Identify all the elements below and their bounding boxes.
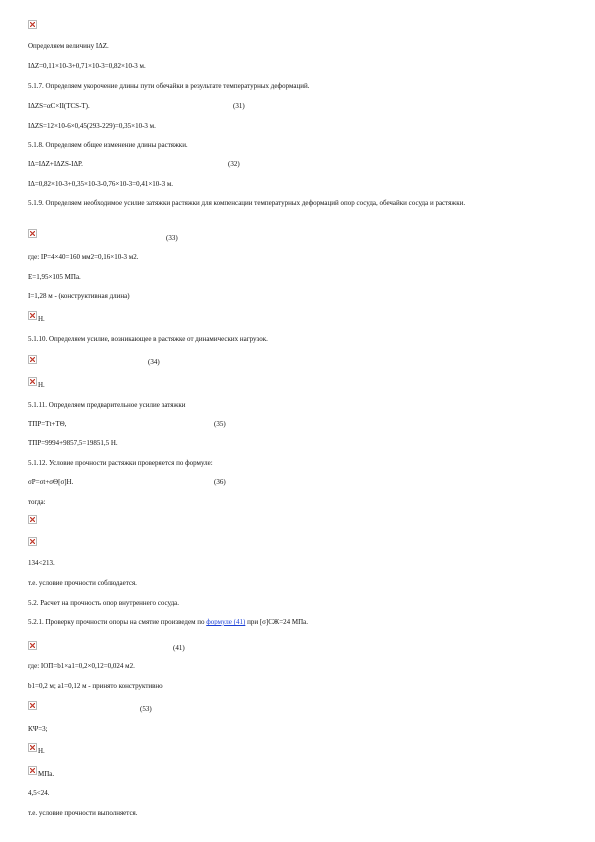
paragraph: Определяем величину ΙΔZ.: [28, 42, 109, 50]
broken-image-icon: [28, 355, 37, 364]
broken-image-icon: [28, 377, 37, 386]
paragraph-text: 5.2.1. Проверку прочности опоры на смятие произведем по: [28, 618, 207, 626]
broken-image-icon: [28, 743, 37, 752]
section-heading: 5.2. Расчет на прочность опор внутреннего сосуда.: [28, 599, 179, 607]
formula-text: ΙΔ=ΙΔZ+ΙΔZS-ΙΔΡ.: [28, 160, 83, 168]
formula-text: ΙΔZ=0,11×10-3+0,71×10-3=0,82×10-3 м.: [28, 62, 146, 70]
unit-label: МПа.: [38, 770, 55, 778]
section-heading: [28, 618, 308, 626]
equation-number: (36): [214, 478, 226, 486]
broken-image-icon: [28, 766, 37, 775]
section-heading: 5.1.8. Определяем общее изменение длины растяжки.: [28, 141, 188, 149]
paragraph: KΨ=3;: [28, 725, 48, 733]
broken-image-icon: [28, 537, 37, 546]
paragraph: E=1,95×105 МПа.: [28, 273, 81, 281]
section-heading: 5.1.7. Определяем укорочение длины пути обечайки в результате температурных деформаций.: [28, 82, 310, 90]
equation-number: (53): [140, 705, 152, 713]
equation-number: (34): [148, 358, 160, 366]
formula-text: ΙΔZS=12×10-6×0,45(293-229)=0,35×10-3 м.: [28, 122, 156, 130]
paragraph: где: ΙP=4×40=160 мм2=0,16×10-3 м2.: [28, 253, 139, 261]
equation-number: (35): [214, 420, 226, 428]
section-heading: 5.1.9. Определяем необходимое усилие затяжки растяжки для компенсации температурных деформаций опор сосуда, обечайки сосуда и растяжки.: [28, 199, 466, 207]
unit-label: Н.: [38, 315, 45, 323]
broken-image-icon: [28, 641, 37, 650]
equation-number: (33): [166, 234, 178, 242]
paragraph: тогда:: [28, 498, 46, 506]
paragraph: b1=0,2 м; a1=0,12 м - принято конструктивно: [28, 682, 163, 690]
paragraph-text: при [σ]СЖ=24 МПа.: [245, 618, 309, 626]
section-heading: 5.1.11. Определяем предварительное усилие затяжки: [28, 401, 186, 409]
equation-number: (31): [233, 102, 245, 110]
unit-label: Н.: [38, 747, 45, 755]
section-heading: 5.1.10. Определяем усилие, возникающее в растяжке от динамических нагрузок.: [28, 335, 268, 343]
broken-image-icon: [28, 515, 37, 524]
formula-text: ΙΔ=0,82×10-3+0,35×10-3-0,76×10-3=0,41×10-3 м.: [28, 180, 174, 188]
formula-text: ΙΔZS=αC×ΙΙ(TCS-T).: [28, 102, 90, 110]
paragraph: где: ΙΟΠ=b1×a1=0,2×0,12=0,024 м2.: [28, 662, 135, 670]
paragraph: т.е. условие прочности соблюдается.: [28, 579, 137, 587]
formula-text: TПР=Tt+TΘ,: [28, 420, 67, 428]
broken-image-icon: [28, 701, 37, 710]
broken-image-icon: [28, 311, 37, 320]
equation-number: (41): [173, 644, 185, 652]
paragraph: 134<213.: [28, 559, 55, 567]
formula-text: TПР=9994+9857,5=19851,5 Н.: [28, 439, 118, 447]
equation-number: (32): [228, 160, 240, 168]
formula-text: σP=σt+σΘ[σ]Н.: [28, 478, 74, 486]
section-heading: 5.1.12. Условие прочности растяжки проверяется по формуле:: [28, 459, 213, 467]
paragraph: т.е. условие прочности выполняется.: [28, 809, 138, 817]
paragraph: Ι=1,28 м - (конструктивная длина): [28, 292, 130, 300]
unit-label: Н.: [38, 381, 45, 389]
broken-image-icon: [28, 229, 37, 238]
broken-image-icon: [28, 20, 37, 29]
paragraph: 4,5<24.: [28, 789, 50, 797]
formula-link[interactable]: формуле (41): [206, 618, 246, 626]
